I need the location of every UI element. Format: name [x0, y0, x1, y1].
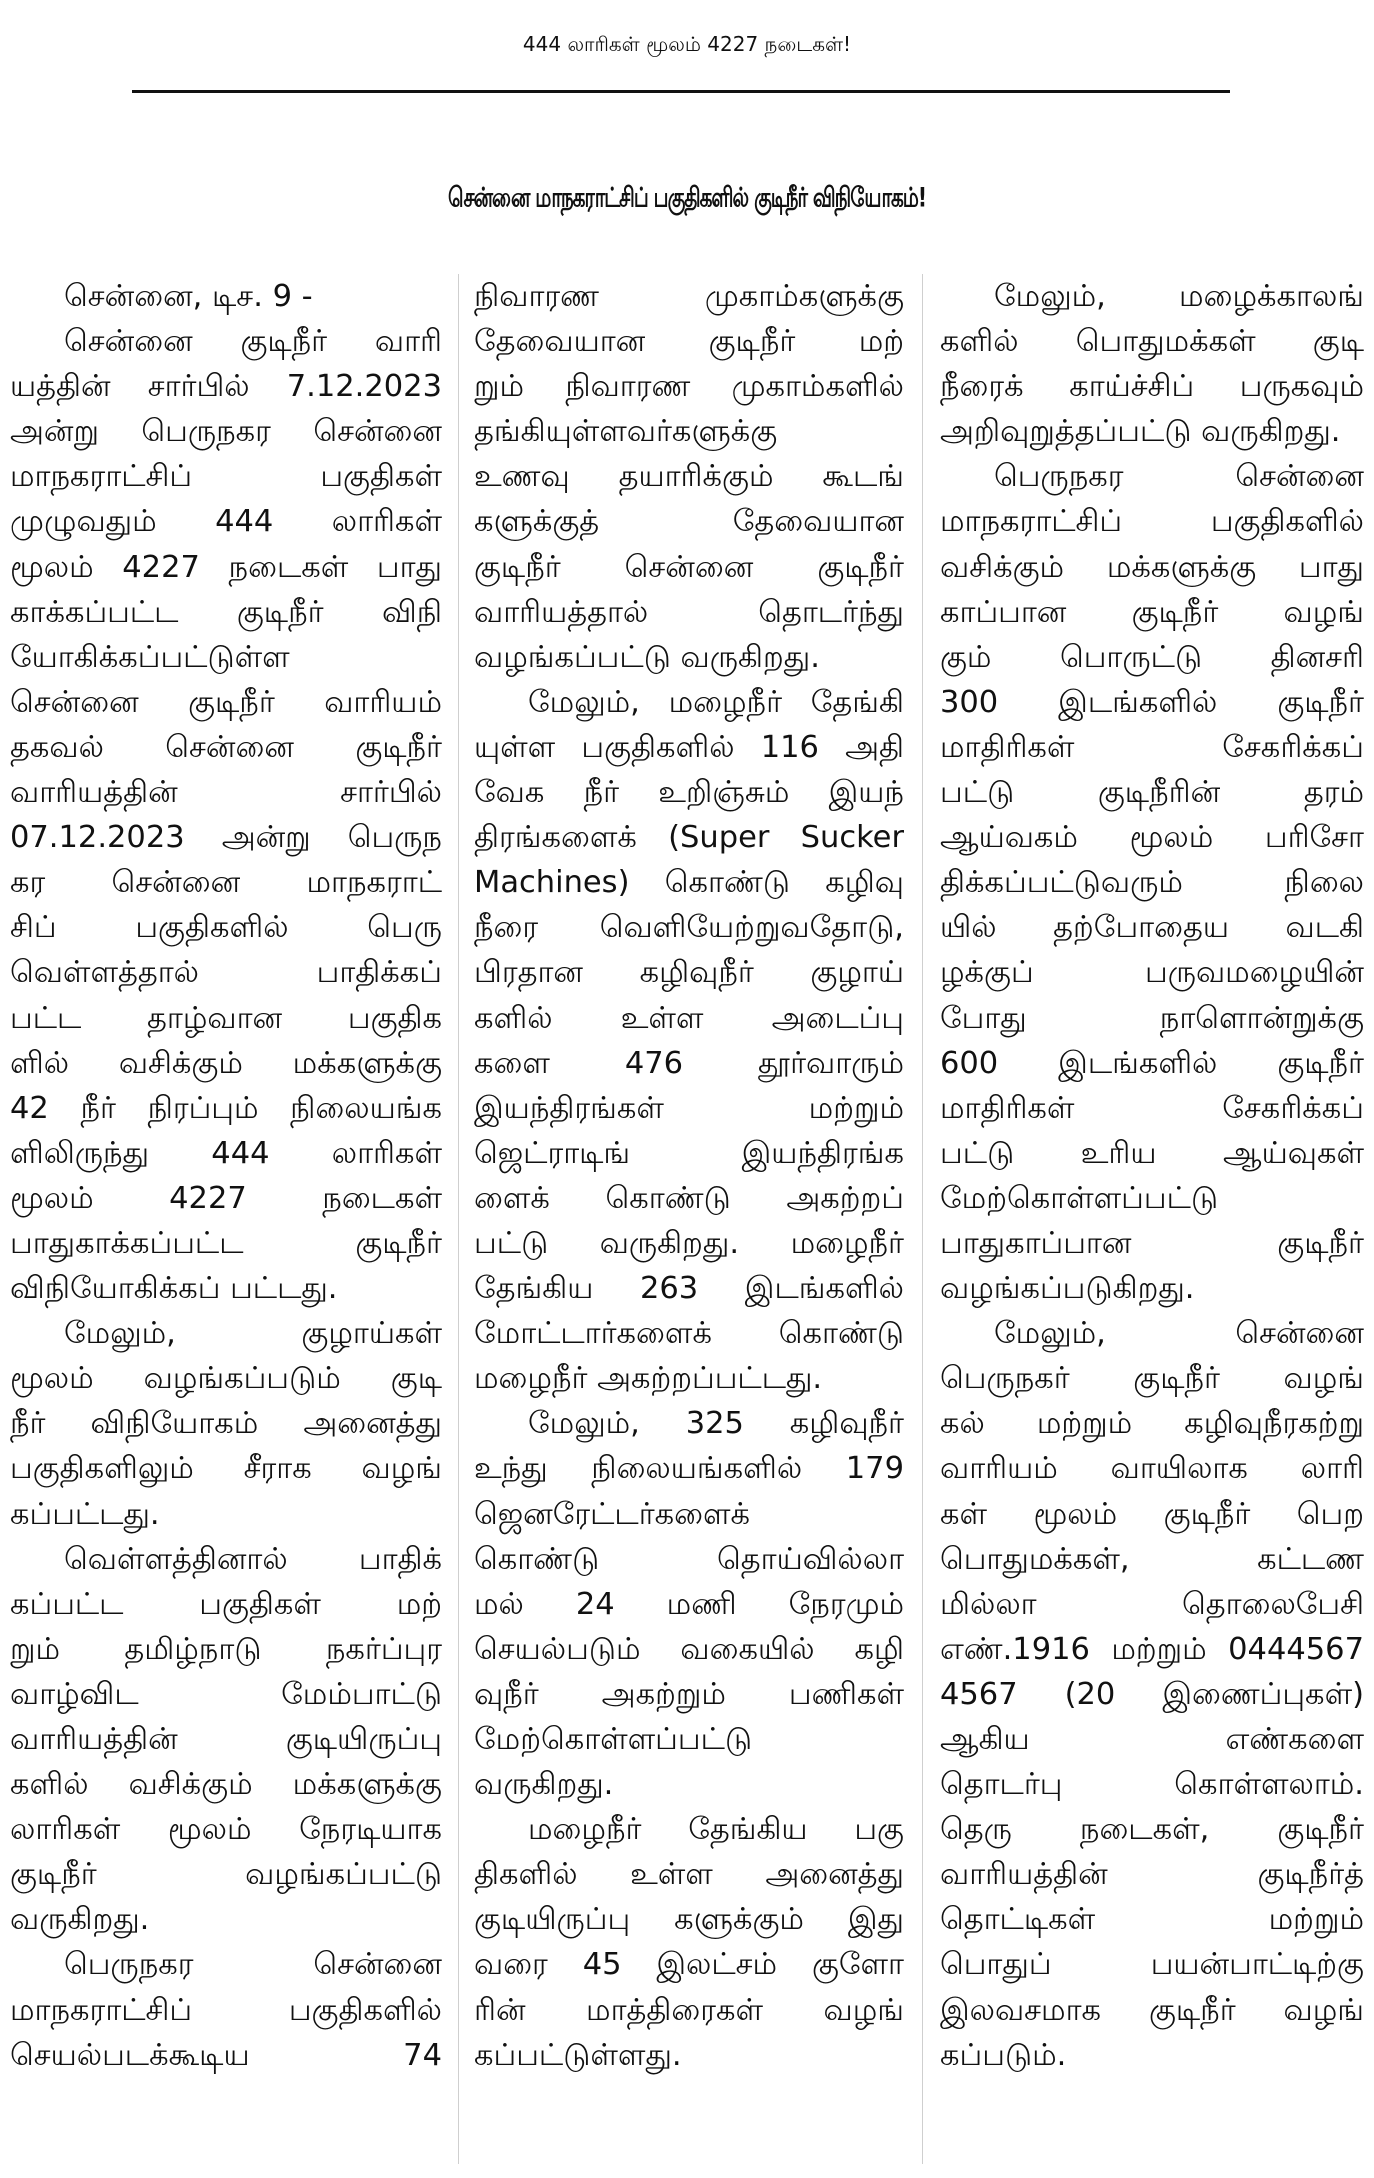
article-line: தெரு நடைகள், குடிநீர் [940, 1812, 1364, 1848]
article-line: விநியோகிக்கப் பட்டது. [10, 1271, 338, 1307]
article-line: ஜெனரேட்டர்களைக் [474, 1496, 751, 1532]
article-line: வாரியத்தால் தொடர்ந்து [474, 594, 904, 630]
article-line: மழைநீர் தேங்கிய பகு [528, 1812, 904, 1848]
article-line: சிப் பகுதிகளில் பெரு [10, 910, 442, 946]
article-line: மில்லா தொலைபேசி [940, 1586, 1364, 1622]
article-column-3 [940, 274, 1364, 2078]
article-line: சென்னை குடிநீர் வாரியம் [10, 684, 442, 720]
article-line: எண்.1916 மற்றும் 0444567 [940, 1631, 1364, 1667]
article-line: உந்து நிலையங்களில் 179 [474, 1451, 904, 1487]
article-line: இயந்திரங்கள் மற்றும் [474, 1090, 904, 1126]
headline-top: 444 லாரிகள் மூலம் 4227 நடைகள்! [522, 32, 852, 56]
article-line: யுள்ள பகுதிகளில் 116 அதி [474, 729, 904, 765]
article-line: வாரியத்தின் குடியிருப்பு [10, 1722, 442, 1757]
article-line: கும் பொருட்டு தினசரி [940, 639, 1364, 675]
article-line: ளைக் கொண்டு அகற்றப் [474, 1180, 904, 1216]
article-line: பெருநகர சென்னை [994, 459, 1364, 495]
article-line: கல் மற்றும் கழிவுநீரகற்று [940, 1406, 1364, 1442]
article-line: யில் தற்போதைய வடகி [940, 910, 1364, 946]
article-line: மல் 24 மணி நேரமும் [474, 1586, 904, 1622]
article-line: நீரைக் காய்ச்சிப் பருகவும் [940, 369, 1364, 405]
article-line: 07.12.2023 அன்று பெருந [10, 820, 442, 856]
article-line: நீரை வெளியேற்றுவதோடு, [474, 910, 904, 946]
article-line: நீர் விநியோகம் அனைத்து [10, 1406, 442, 1442]
article-line: ளிலிருந்து 444 லாரிகள் [10, 1135, 442, 1171]
article-line: மாநகராட்சிப் பகுதிகளில் [10, 1992, 442, 2028]
article-line: வருகிறது. [474, 1767, 614, 1803]
article-line: அன்று பெருநகர சென்னை [10, 414, 442, 450]
article-line: மோட்டார்களைக் கொண்டு [474, 1316, 904, 1352]
article-line: நிவாரண முகாம்களுக்கு [474, 279, 904, 314]
article-column-2 [474, 274, 904, 2078]
article-line: சென்னை குடிநீர் வாரி [64, 324, 442, 360]
article-line: உணவு தயாரிக்கும் கூடங் [474, 459, 904, 495]
article-line: யோகிக்கப்பட்டுள்ள [10, 639, 290, 675]
article-line: போது நாளொன்றுக்கு [940, 1000, 1364, 1036]
article-line: காக்கப்பட்ட குடிநீர் விநி [10, 594, 442, 630]
article-line: குடியிருப்பு களுக்கும் இது [474, 1902, 904, 1938]
article-line: கள் மூலம் குடிநீர் பெற [940, 1496, 1364, 1532]
article-line: தகவல் சென்னை குடிநீர் [10, 729, 442, 765]
article-line: குடிநீர் சென்னை குடிநீர் [474, 549, 904, 585]
article-line: மேலும், சென்னை [994, 1316, 1364, 1352]
article-line: கப்பட்டது. [10, 1496, 160, 1532]
article-line: வேக நீர் உறிஞ்சும் இயந் [474, 775, 904, 811]
article-line: திகளில் உள்ள அனைத்து [474, 1857, 904, 1893]
article-line: மழைநீர் அகற்றப்பட்டது. [474, 1361, 823, 1397]
article-line: ஆகிய எண்களை [940, 1722, 1364, 1757]
article-line: தேவையான குடிநீர் மற் [474, 324, 904, 360]
article-line: சென்னை, டிச. 9 - [64, 279, 313, 314]
article-line: வுநீர் அகற்றும் பணிகள் [474, 1676, 904, 1712]
article-line: வெள்ளத்தால் பாதிக்கப் [10, 955, 442, 991]
article-line: வசிக்கும் மக்களுக்கு பாது [940, 549, 1364, 585]
article-line: செயல்படக்கூடிய 74 [10, 2037, 442, 2073]
article-line: களை 476 தூர்வாரும் [474, 1045, 904, 1081]
article-line: களுக்குத் தேவையான [474, 504, 904, 540]
article-line: மாநகராட்சிப் பகுதிகள் [10, 459, 442, 495]
article-line: தொடர்பு கொள்ளலாம். [940, 1767, 1364, 1803]
article-line: குடிநீர் வழங்கப்பட்டு [10, 1857, 442, 1893]
column-divider [922, 274, 923, 2164]
article-line: பிரதான கழிவுநீர் குழாய் [474, 955, 904, 991]
article-line: லாரிகள் மூலம் நேரடியாக [10, 1812, 442, 1848]
article-line: முழுவதும் 444 லாரிகள் [10, 504, 442, 540]
headline-divider [132, 90, 1230, 93]
article-line: வாரியத்தின் குடிநீர்த் [940, 1857, 1364, 1893]
article-line: கர சென்னை மாநகராட் [10, 865, 442, 901]
article-line: ஜெட்ராடிங் இயந்திரங்க [474, 1135, 904, 1171]
article-line: தங்கியுள்ளவர்களுக்கு [474, 414, 778, 450]
article-line: மாதிரிகள் சேகரிக்கப் [940, 729, 1364, 765]
article-line: பட்டு வருகிறது. மழைநீர் [474, 1225, 904, 1261]
article-line: றும் நிவாரண முகாம்களில் [474, 369, 904, 405]
article-line: தொட்டிகள் மற்றும் [940, 1902, 1364, 1938]
article-line: காப்பான குடிநீர் வழங் [940, 594, 1364, 630]
article-line: Machines) கொண்டு கழிவு [474, 865, 904, 901]
article-line: யத்தின் சார்பில் 7.12.2023 [10, 369, 442, 405]
article-line: மூலம் 4227 நடைகள் [10, 1180, 442, 1216]
article-line: மேற்கொள்ளப்பட்டு [474, 1722, 753, 1757]
article-line: ரின் மாத்திரைகள் வழங் [474, 1992, 904, 2028]
article-line: பாதுகாப்பான குடிநீர் [940, 1225, 1364, 1261]
article-line: வாரியத்தின் சார்பில் [10, 775, 442, 811]
article-line: ளில் வசிக்கும் மக்களுக்கு [10, 1045, 442, 1081]
article-line: வரை 45 இலட்சம் குளோ [474, 1947, 904, 1983]
article-line: களில் பொதுமக்கள் குடி [940, 324, 1364, 360]
article-line: மேலும், 325 கழிவுநீர் [528, 1406, 904, 1442]
article-line: பட்ட தாழ்வான பகுதிக [10, 1000, 442, 1036]
article-line: வாழ்விட மேம்பாட்டு [10, 1676, 442, 1712]
article-line: வாரியம் வாயிலாக லாரி [940, 1451, 1364, 1487]
article-line: ழக்குப் பருவமழையின் [940, 955, 1364, 991]
article-line: செயல்படும் வகையில் கழி [474, 1631, 904, 1667]
article-line: அறிவுறுத்தப்பட்டு வருகிறது. [940, 414, 1341, 450]
article-line: பொதுமக்கள், கட்டண [940, 1541, 1364, 1577]
article-line: பட்டு உரிய ஆய்வுகள் [940, 1135, 1364, 1171]
article-line: வழங்கப்படுகிறது. [940, 1271, 1195, 1307]
article-line: திரங்களைக் (Super Sucker [474, 820, 904, 856]
headline-main: சென்னை மாநகராட்சிப் பகுதிகளில் குடிநீர் விநியோகம்! [447, 180, 926, 214]
article-line: பெருநகர சென்னை [64, 1947, 442, 1983]
article-line: களில் உள்ள அடைப்பு [474, 1000, 904, 1036]
article-line: களில் வசிக்கும் மக்களுக்கு [10, 1767, 442, 1803]
article-line: மூலம் 4227 நடைகள் பாது [10, 549, 442, 585]
article-line: இலவசமாக குடிநீர் வழங் [940, 1992, 1364, 2028]
article-line: றும் தமிழ்நாடு நகர்ப்புர [10, 1631, 442, 1667]
article-line: மாநகராட்சிப் பகுதிகளில் [940, 504, 1364, 540]
article-line: பட்டு குடிநீரின் தரம் [940, 775, 1364, 811]
article-line: கப்பட்டுள்ளது. [474, 2037, 682, 2073]
article-line: மேலும், மழைநீர் தேங்கி [528, 684, 904, 720]
article-line: 42 நீர் நிரப்பும் நிலையங்க [10, 1090, 442, 1126]
article-line: பகுதிகளிலும் சீராக வழங் [10, 1451, 442, 1487]
article-line: 600 இடங்களில் குடிநீர் [940, 1045, 1364, 1081]
article-line: பாதுகாக்கப்பட்ட குடிநீர் [10, 1225, 442, 1261]
article-line: மேற்கொள்ளப்பட்டு [940, 1180, 1219, 1216]
article-line: தேங்கிய 263 இடங்களில் [474, 1271, 904, 1307]
article-line: மாதிரிகள் சேகரிக்கப் [940, 1090, 1364, 1126]
article-column-1 [10, 274, 442, 2078]
article-line: வழங்கப்பட்டு வருகிறது. [474, 639, 820, 675]
article-line: மூலம் வழங்கப்படும் குடி [10, 1361, 442, 1397]
article-line: பெருநகர் குடிநீர் வழங் [940, 1361, 1364, 1397]
article-line: 4567 (20 இணைப்புகள்) [940, 1676, 1364, 1712]
article-line: கப்படும். [940, 2037, 1067, 2073]
article-line: மேலும், மழைக்காலங் [994, 279, 1364, 314]
article-line: வருகிறது. [10, 1902, 150, 1938]
article-line: திக்கப்பட்டுவரும் நிலை [940, 865, 1364, 901]
article-line: வெள்ளத்தினால் பாதிக் [64, 1541, 442, 1577]
article-line: கப்பட்ட பகுதிகள் மற் [10, 1586, 442, 1622]
article-line: பொதுப் பயன்பாட்டிற்கு [940, 1947, 1364, 1983]
article-line: ஆய்வகம் மூலம் பரிசோ [940, 820, 1364, 856]
article-line: 300 இடங்களில் குடிநீர் [940, 684, 1364, 720]
article-line: கொண்டு தொய்வில்லா [474, 1541, 904, 1577]
column-divider [458, 274, 459, 2164]
article-line: மேலும், குழாய்கள் [64, 1316, 442, 1352]
